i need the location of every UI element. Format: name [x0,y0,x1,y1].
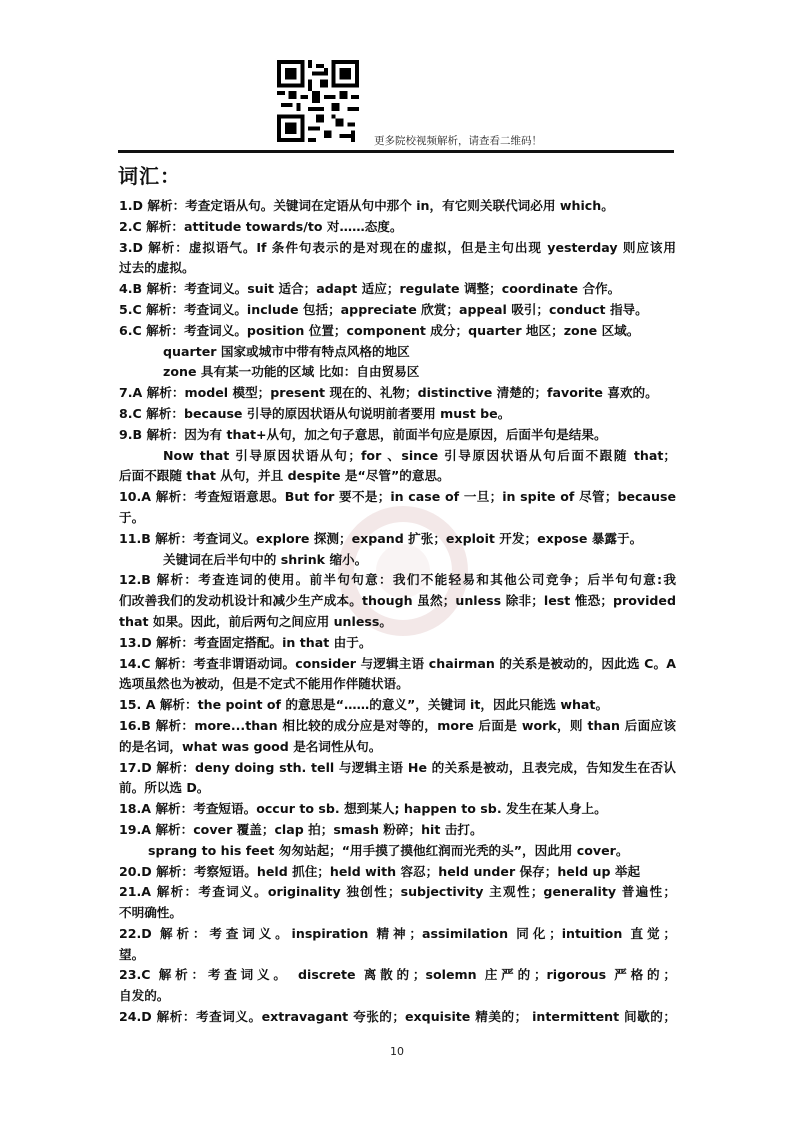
answer-line: 9.B 解析：因为有 that+从句，加之句子意思，前面半句应是原因，后面半句是结果。 [119,426,607,442]
answer-line: that 如果。因此，前后两句之间应用 unless。 [119,613,392,629]
answer-line: sprang to his feet 匆匆站起；“用手摸了摸他红润而光秃的头”，因此用 cover。 [148,842,629,858]
answer-line: 11.B 解析：考查词义。explore 探测；expand 扩张；exploit 开发；expose 暴露于。 [119,530,643,546]
answer-line: 8.C 解析：because 引导的原因状语从句说明前者要用 must be。 [119,405,511,421]
answer-line: 6.C 解析：考查词义。position 位置；component 成分；quarter 地区；zone 区域。 [119,322,640,338]
section-title: 词汇： [118,164,181,188]
answer-line: 不明确性。 [119,905,182,921]
answer-line: 20.D 解析：考察短语。held 抓住；held with 容忍；held under 保存；held up 举起 [119,863,641,879]
answer-line: 19.A 解析：cover 覆盖；clap 拍；smash 粉碎；hit 击打。 [119,821,483,837]
answer-line: 后面不跟随 that 从句，并且 despite 是“尽管”的意思。 [119,468,450,484]
answer-line: 16.B 解析：more...than 相比较的成分应是对等的，more 后面是 work，则 than 后面应该 [119,717,676,733]
answer-line: Now that 引导原因状语从句；for 、since 引导原因状语从句后面不跟随 that； [163,447,676,463]
answer-line: 4.B 解析：考查词义。suit 适合；adapt 适应；regulate 调整；coordinate 合作。 [119,281,621,297]
answer-line: 自发的。 [119,988,170,1004]
answer-list [119,196,676,1028]
answer-line: 21.A 解析：考查词义。originality 独创性；subjectivity 主观性；generality 普遍性； [119,884,676,900]
header-note: 更多院校视频解析，请查看二维码！ [374,135,542,147]
answer-line: 12.B 解析：考查连词的使用。前半句句意：我们不能轻易和其他公司竞争；后半句句意:我 [119,572,676,588]
qr-code[interactable] [277,60,359,142]
answer-line: 22.D 解析：考查词义。inspiration 精神；assimilation 同化；intuition 直觉； [119,925,676,941]
answer-line: 3.D 解析：虚拟语气。If 条件句表示的是对现在的虚拟，但是主句出现 yesterday 则应该用 [119,239,676,255]
answer-line: 10.A 解析：考查短语意思。But for 要不是；in case of 一旦；in spite of 尽管；because [119,489,676,505]
answer-line: 选项虽然也为被动，但是不定式不能用作伴随状语。 [119,676,409,692]
answer-line: 望。 [119,946,145,962]
page-number: 10 [390,1045,404,1058]
answer-line: 5.C 解析：考查词义。include 包括；appreciate 欣赏；appeal 吸引；conduct 指导。 [119,301,648,317]
answer-line: 前。所以选 D。 [119,780,210,796]
answer-line: 23.C 解析：考查词义。 discrete 离散的；solemn 庄严的；rigorous 严格的； [119,967,676,983]
answer-line: 13.D 解析：考查固定搭配。in that 由于。 [119,634,372,650]
answer-line: 17.D 解析：deny doing sth. tell 与逻辑主语 He 的关系是被动，且表完成，告知发生在否认 [119,759,676,775]
answer-line: 24.D 解析：考查词义。extravagant 夸张的；exquisite 精美的； intermittent 间歇的； [119,1009,676,1025]
answer-line: 于。 [119,509,145,525]
answer-line: 14.C 解析：考查非谓语动词。consider 与逻辑主语 chairman 的关系是被动的，因此选 C。A [119,655,676,671]
answer-line: 们改善我们的发动机设计和减少生产成本。though 虽然；unless 除非；lest 惟恐；provided [119,593,676,609]
answer-line: 1.D 解析：考查定语从句。关键词在定语从句中那个 in，有它则关联代词必用 which。 [119,198,614,213]
answer-line: quarter 国家或城市中带有特点风格的地区 [163,343,410,359]
answer-line: 7.A 解析：model 模型；present 现在的、礼物；distinctive 清楚的；favorite 喜欢的。 [119,385,658,401]
answer-line: 15. A 解析：the point of 的意思是“……的意义”，关键词 it，因此只能选 what。 [119,697,609,713]
answer-line: 关键词在后半句中的 shrink 缩小。 [163,551,368,567]
answer-line: 的是名词，what was good 是名词性从句。 [119,738,382,754]
answer-line: 18.A 解析：考查短语。occur to sb. 想到某人; happen to sb. 发生在某人身上。 [119,801,607,817]
answer-line: 过去的虚拟。 [119,260,195,276]
answer-line: zone 具有某一功能的区域 比如：自由贸易区 [163,364,420,380]
answer-line: 2.C 解析：attitude towards/to 对……态度。 [119,218,403,234]
header-rule [118,150,674,153]
